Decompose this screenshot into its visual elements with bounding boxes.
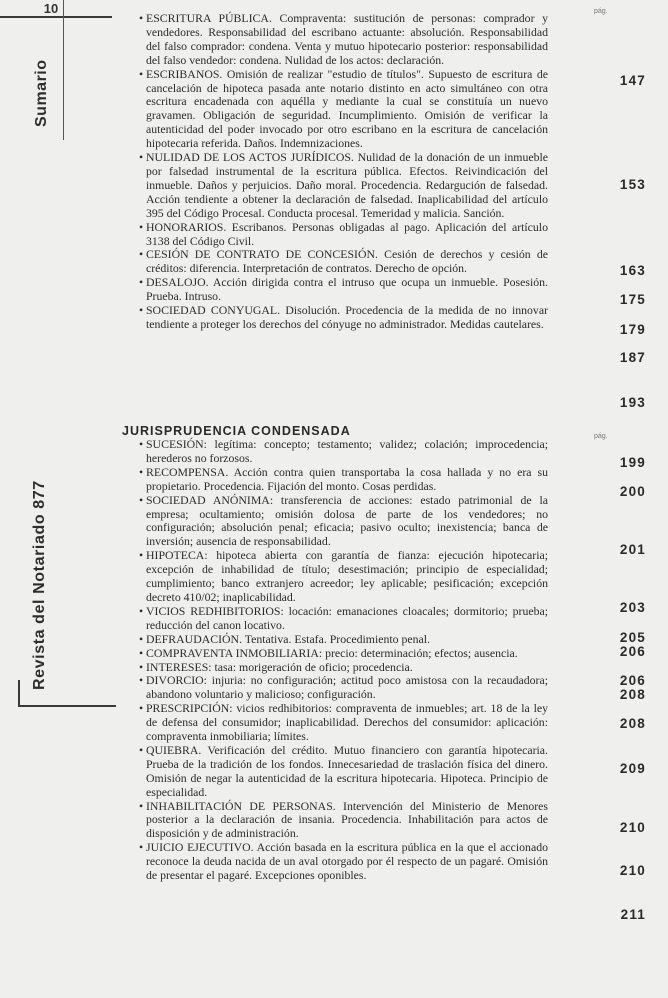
entry-text: NULIDAD DE LOS ACTOS JURÍDICOS. Nulidad de la donación de un inmueble por falsedad instrumental de la escritura pública. Efectos. Reivindicación del inmueble. Daños y perjuicios. Daño moral. Procedencia. Redargución de falsedad. Acción tendiente a obtener la declaración de falsedad. Inaplicabilidad del artículo 395 del Código Procesal. Conducta procesal. Temeridad y malicia. Sanción.	[146, 150, 548, 220]
page-ref: 147	[619, 73, 646, 88]
list-item	[122, 494, 548, 550]
pag-label: pág.	[594, 433, 608, 440]
list-item	[122, 68, 548, 151]
entry-text: HIPOTECA: hipoteca abierta con garantía de fianza: ejecución hipotecaria; excepción de inhabilidad de título; desestimación; principio de especialidad; cumplimiento; banco extranjero acreedor; ley aplicable; pesificación; excepción decreto 410/02; inaplicabilidad.	[146, 548, 548, 604]
list-item	[122, 248, 548, 276]
page-ref: 208	[619, 687, 646, 702]
entry-text: RECOMPENSA. Acción contra quien transportaba la cosa hallada y no era su propietario. Procedencia. Fijación del monto. Cosas perdidas.	[146, 464, 548, 493]
page-ref: 175	[619, 292, 646, 307]
rail-divider	[63, 0, 64, 140]
jurisprudencia-list	[122, 438, 548, 883]
list-item	[122, 151, 548, 221]
page-ref: 193	[619, 395, 646, 410]
list-item	[122, 633, 548, 647]
page-ref: 211	[620, 907, 646, 922]
rail-publication-title: Revista del Notariado 877	[31, 480, 48, 690]
entry-text: SOCIEDAD CONYUGAL. Disolución. Procedencia de la medida de no innovar tendiente a proteger los derechos del cónyuge no administrador. Medidas cautelares.	[146, 303, 548, 331]
list-item	[122, 438, 548, 466]
entry-text: ESCRIBANOS. Omisión de realizar "estudio de títulos". Supuesto de escritura de cancelación de hipoteca pasada ante notario distinto en acto simultáneo con otra escritura encadenada con aquélla y mediante la cual se constituía un nuevo gravamen. Obligación de seguridad. Incumplimiento. Omisión de verificar la autenticidad del poder invocado por otro escribano en la escritura de cancelación hipotecaria referida. Daños. Indemnizaciones.	[146, 66, 548, 151]
page-ref: 210	[619, 820, 646, 835]
list-item	[122, 221, 548, 249]
entry-text: DEFRAUDACIÓN. Tentativa. Estafa. Procedimiento penal.	[146, 631, 430, 646]
list-item	[122, 276, 548, 304]
entry-text: COMPRAVENTA INMOBILIARIA: precio: determinación; efectos; ausencia.	[146, 645, 518, 660]
list-item	[122, 549, 548, 605]
list-item	[122, 841, 548, 883]
entry-text: DESALOJO. Acción dirigida contra el intruso que ocupa un inmueble. Posesión. Prueba. Intruso.	[146, 275, 548, 304]
rail-bracket-horizontal	[18, 705, 116, 707]
entry-text: SUCESIÓN: legítima: concepto; testamento; validez; colación; improcedencia; herederos no forzosos.	[146, 437, 548, 465]
rail-top-rule	[0, 16, 112, 18]
list-item	[122, 800, 548, 842]
entry-text: PRESCRIPCIÓN: vicios redhibitorios: compraventa de inmuebles; art. 18 de la ley de defensa del consumidor; inaplicabilidad. Derechos del consumidor: aplicación: compraventa inmobiliaria; límites.	[146, 701, 548, 744]
list-item	[122, 744, 548, 800]
entry-text: VICIOS REDHIBITORIOS: locación: emanaciones cloacales; dormitorio; prueba; reducción del canon locativo.	[146, 603, 548, 632]
page-ref: 187	[619, 350, 646, 365]
list-item	[122, 702, 548, 744]
list-item	[122, 605, 548, 633]
list-item	[122, 674, 548, 702]
rail-bracket-vertical	[18, 680, 20, 707]
sumario-list	[122, 12, 548, 332]
entry-text: QUIEBRA. Verificación del crédito. Mutuo financiero con garantía hipotecaria. Prueba de la tradición de los fondos. Innecesariedad de traslación física del dinero. Omisión de negar la autenticidad de la escritura hipotecaria. Hipoteca. Principio de especialidad.	[146, 742, 548, 799]
page-ref: 153	[619, 177, 646, 192]
page-ref: 200	[619, 484, 646, 499]
list-item	[122, 661, 548, 675]
entry-text: ESCRITURA PÚBLICA. Compraventa: sustitución de personas: comprador y vendedores. Responsabilidad del escribano actuante: absolución. Responsabilidad del falso comprador: condena. Venta y mutuo hipotecario posterior: responsabilidad del falso vendedor: condena. Nulidad de los actos: declaración.	[146, 11, 548, 67]
page-ref: 209	[619, 761, 646, 776]
entry-text: DIVORCIO: injuria: no configuración; actitud poco amistosa con la recaudadora; abandono voluntario y malicioso; configuración.	[146, 673, 548, 702]
page-ref: 205	[619, 630, 646, 645]
page-ref: 203	[619, 600, 646, 615]
list-item	[122, 647, 548, 661]
page-ref: 206	[619, 644, 646, 659]
pag-label: pág.	[594, 8, 608, 15]
entry-text: INTERESES: tasa: morigeración de oficio; procedencia.	[146, 659, 413, 674]
page-number: 10	[43, 1, 59, 16]
entry-text: JUICIO EJECUTIVO. Acción basada en la escritura pública en la que el accionado reconoce la deuda nacida de un aval otorgado por él respecto de un pagaré. Omisión de presentar el pagaré. Excepciones oponibles.	[146, 840, 548, 883]
section-heading: JURISPRUDENCIA CONDENSADA	[122, 424, 351, 438]
entry-text: SOCIEDAD ANÓNIMA: transferencia de acciones: estado patrimonial de la empresa; ocultamiento; omisión dolosa de parte de los vendedores; no configuración; absolución penal; eficacia; pasivo oculto; inexistencia; banca de inversión; ausencia de responsabilidad.	[146, 492, 548, 549]
entry-text: HONORARIOS. Escribanos. Personas obligadas al pago. Aplicación del artículo 3138 del Código Civil.	[146, 219, 548, 248]
page-ref: 208	[619, 716, 646, 731]
page-ref: 179	[619, 322, 646, 337]
page-ref: 201	[619, 542, 646, 557]
list-item	[122, 304, 548, 332]
list-item	[122, 466, 548, 494]
page-ref: 163	[619, 263, 646, 278]
entry-text: CESIÓN DE CONTRATO DE CONCESIÓN. Cesión de derechos y cesión de créditos: diferencia. Interpretación de contratos. Derecho de opción.	[146, 247, 548, 276]
list-item	[122, 12, 548, 68]
page-ref: 206	[619, 673, 646, 688]
rail-section-title: Sumario	[33, 59, 50, 127]
page-ref: 210	[619, 863, 646, 878]
page-ref: 199	[619, 455, 646, 470]
entry-text: INHABILITACIÓN DE PERSONAS. Intervención del Ministerio de Menores posterior a la declaración de insania. Procedencia. Inhabilitación para actos de disposición y de administración.	[146, 798, 548, 841]
